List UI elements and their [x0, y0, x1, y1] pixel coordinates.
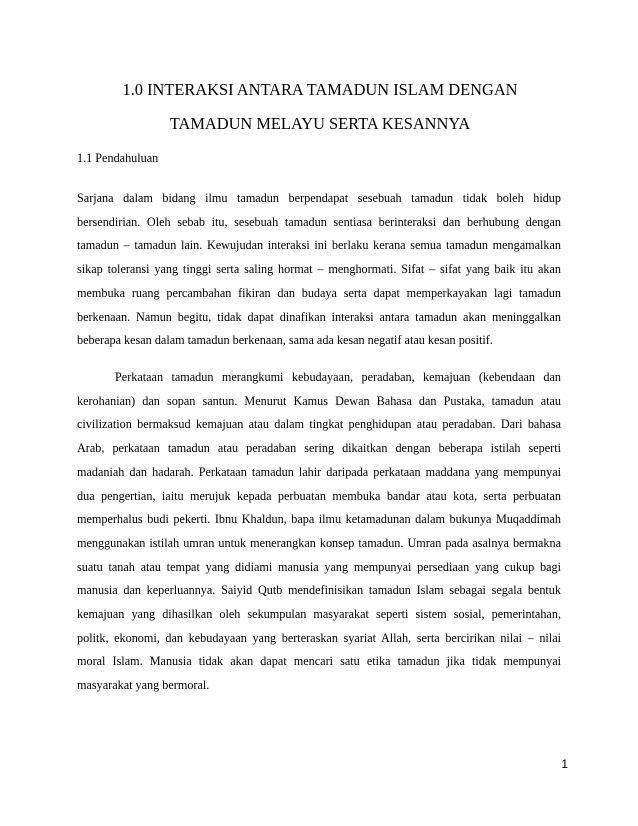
text-line: Perkataan tamadun merangkumi kebudayaan, peradaban, kemajuan (kebendaan dan — [115, 370, 561, 384]
text-line: suatu tanah atau tempat yang didiami manusia yang mempunyai persediaan yang cukup bagi — [77, 559, 561, 574]
paragraph-introduction — [77, 187, 561, 353]
text-line: menggunakan istilah umran untuk menerangkan konsep tamadun. Umran pada asalnya bermakna — [77, 535, 561, 550]
text-line: kemajuan yang dihasilkan oleh sekumpulan masyarakat seperti sistem sosial, pemerintahan, — [77, 607, 561, 622]
text-line: beberapa kesan dalam tamadun berkenaan, sama ada kesan negatif atau kesan positif. — [77, 333, 493, 348]
text-line: dua pengertian, iaitu merujuk kepada perbuatan membuka bandar atau kota, serta perbuatan — [77, 488, 561, 503]
text-line: manusia dan keperluannya. Saiyid Qutb mendefinisikan tamadun Islam sebagai segala bentuk — [77, 583, 561, 598]
text-line: membuka ruang percambahan fikiran dan budaya serta dapat memperkayakan lagi tamadun — [77, 285, 561, 300]
text-line: kerohanian) dan sopan santun. Menurut Kamus Dewan Bahasa dan Pustaka, tamadun atau — [77, 393, 561, 408]
page-number: 1 — [561, 757, 568, 771]
title-line: TAMADUN MELAYU SERTA KESANNYA — [169, 114, 471, 133]
paragraph-definition — [77, 366, 561, 698]
text-line: sikap toleransi yang tinggi serta saling hormat – menghormati. Sifat – sifat yang baik itu akan — [77, 262, 561, 277]
text-line: madaniah dan hadarah. Perkataan tamadun lahir daripada perkataan maddana yang mempunyai — [77, 464, 561, 479]
text-line: moral Islam. Manusia tidak akan dapat mencari satu etika tamadun jika tidak mempunyai — [77, 654, 561, 669]
text-line: tamadun – tamadun lain. Kewujudan interaksi ini berlaku kerana semua tamadun mengamalkan — [77, 238, 561, 253]
text-line: bersendirian. Oleh sebab itu, sesebuah tamadun sentiasa berinteraksi dan berhubung dengan — [77, 214, 561, 229]
text-line: masyarakat yang bermoral. — [77, 678, 210, 693]
document-title — [60, 73, 580, 141]
text-line: civilization bermaksud kemajuan atau dalam tingkat penghidupan atau peradaban. Dari bahasa — [77, 417, 561, 432]
text-line: berkenaan. Namun begitu, tidak dapat dinafikan interaksi antara tamadun akan meninggalkan — [77, 309, 561, 324]
title-line: 1.0 INTERAKSI ANTARA TAMADUN ISLAM DENGAN — [122, 80, 518, 99]
text-line: Arab, perkataan tamadun atau peradaban sering dikaitkan dengan beberapa istilah seperti — [77, 441, 561, 456]
text-line: memperhalus budi pekerti. Ibnu Khaldun, bapa ilmu ketamadunan dalam bukunya Muqaddimah — [77, 512, 561, 527]
text-line: Sarjana dalam bidang ilmu tamadun berpendapat sesebuah tamadun tidak boleh hidup — [77, 191, 561, 205]
section-heading: 1.1 Pendahuluan — [77, 151, 159, 165]
text-line: politk, ekonomi, dan kebudayaan yang berteraskan syariat Allah, serta bercirikan nilai – nilai — [77, 630, 561, 645]
